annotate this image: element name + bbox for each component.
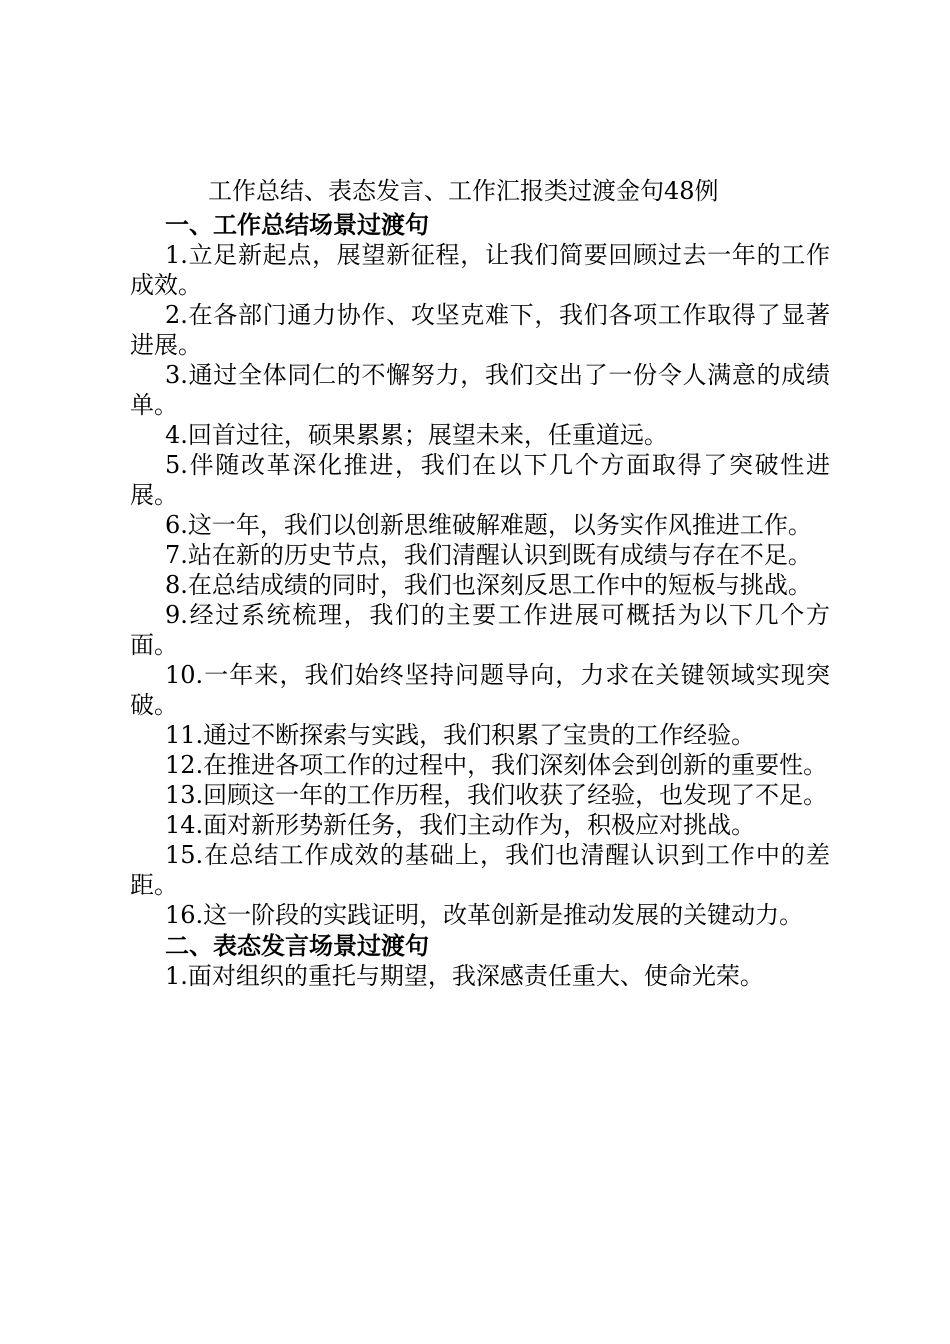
list-item: 7.站在新的历史节点，我们清醒认识到既有成绩与存在不足。	[165, 541, 812, 569]
section-heading: 一、工作总结场景过渡句	[165, 210, 429, 239]
list-item: 9.经过系统梳理，我们的主要工作进展可概括为以下几个方面。	[130, 601, 830, 659]
list-item: 11.通过不断探索与实践，我们积累了宝贵的工作经验。	[165, 721, 756, 749]
section-heading: 二、表态发言场景过渡句	[165, 931, 429, 960]
list-item: 15.在总结工作成效的基础上，我们也清醒认识到工作中的差距。	[130, 841, 830, 899]
section-pledge-speech	[130, 930, 830, 991]
section-work-summary	[130, 209, 830, 930]
list-item: 12.在推进各项工作的过程中，我们深刻体会到创新的重要性。	[165, 751, 828, 779]
document-body	[130, 173, 830, 991]
sentence-list	[130, 240, 830, 930]
list-item: 1.面对组织的重托与期望，我深感责任重大、使命光荣。	[165, 962, 764, 990]
list-item: 14.面对新形势新任务，我们主动作为，积极应对挑战。	[165, 811, 756, 839]
list-item: 10.一年来，我们始终坚持问题导向，力求在关键领域实现突破。	[130, 661, 830, 719]
document-title: 工作总结、表态发言、工作汇报类过渡金句48例	[208, 177, 719, 205]
list-item: 3.通过全体同仁的不懈努力，我们交出了一份令人满意的成绩单。	[130, 361, 830, 419]
list-item: 5.伴随改革深化推进，我们在以下几个方面取得了突破性进展。	[130, 451, 830, 509]
list-item: 16.这一阶段的实践证明，改革创新是推动发展的关键动力。	[165, 901, 804, 929]
list-item: 4.回首过往，硕果累累；展望未来，任重道远。	[165, 421, 668, 449]
list-item: 1.立足新起点，展望新征程，让我们简要回顾过去一年的工作成效。	[130, 241, 830, 299]
list-item: 2.在各部门通力协作、攻坚克难下，我们各项工作取得了显著进展。	[130, 301, 830, 359]
sentence-list	[130, 961, 830, 991]
list-item: 6.这一年，我们以创新思维破解难题，以务实作风推进工作。	[165, 511, 812, 539]
list-item: 13.回顾这一年的工作历程，我们收获了经验，也发现了不足。	[165, 781, 828, 809]
list-item: 8.在总结成绩的同时，我们也深刻反思工作中的短板与挑战。	[165, 571, 812, 599]
